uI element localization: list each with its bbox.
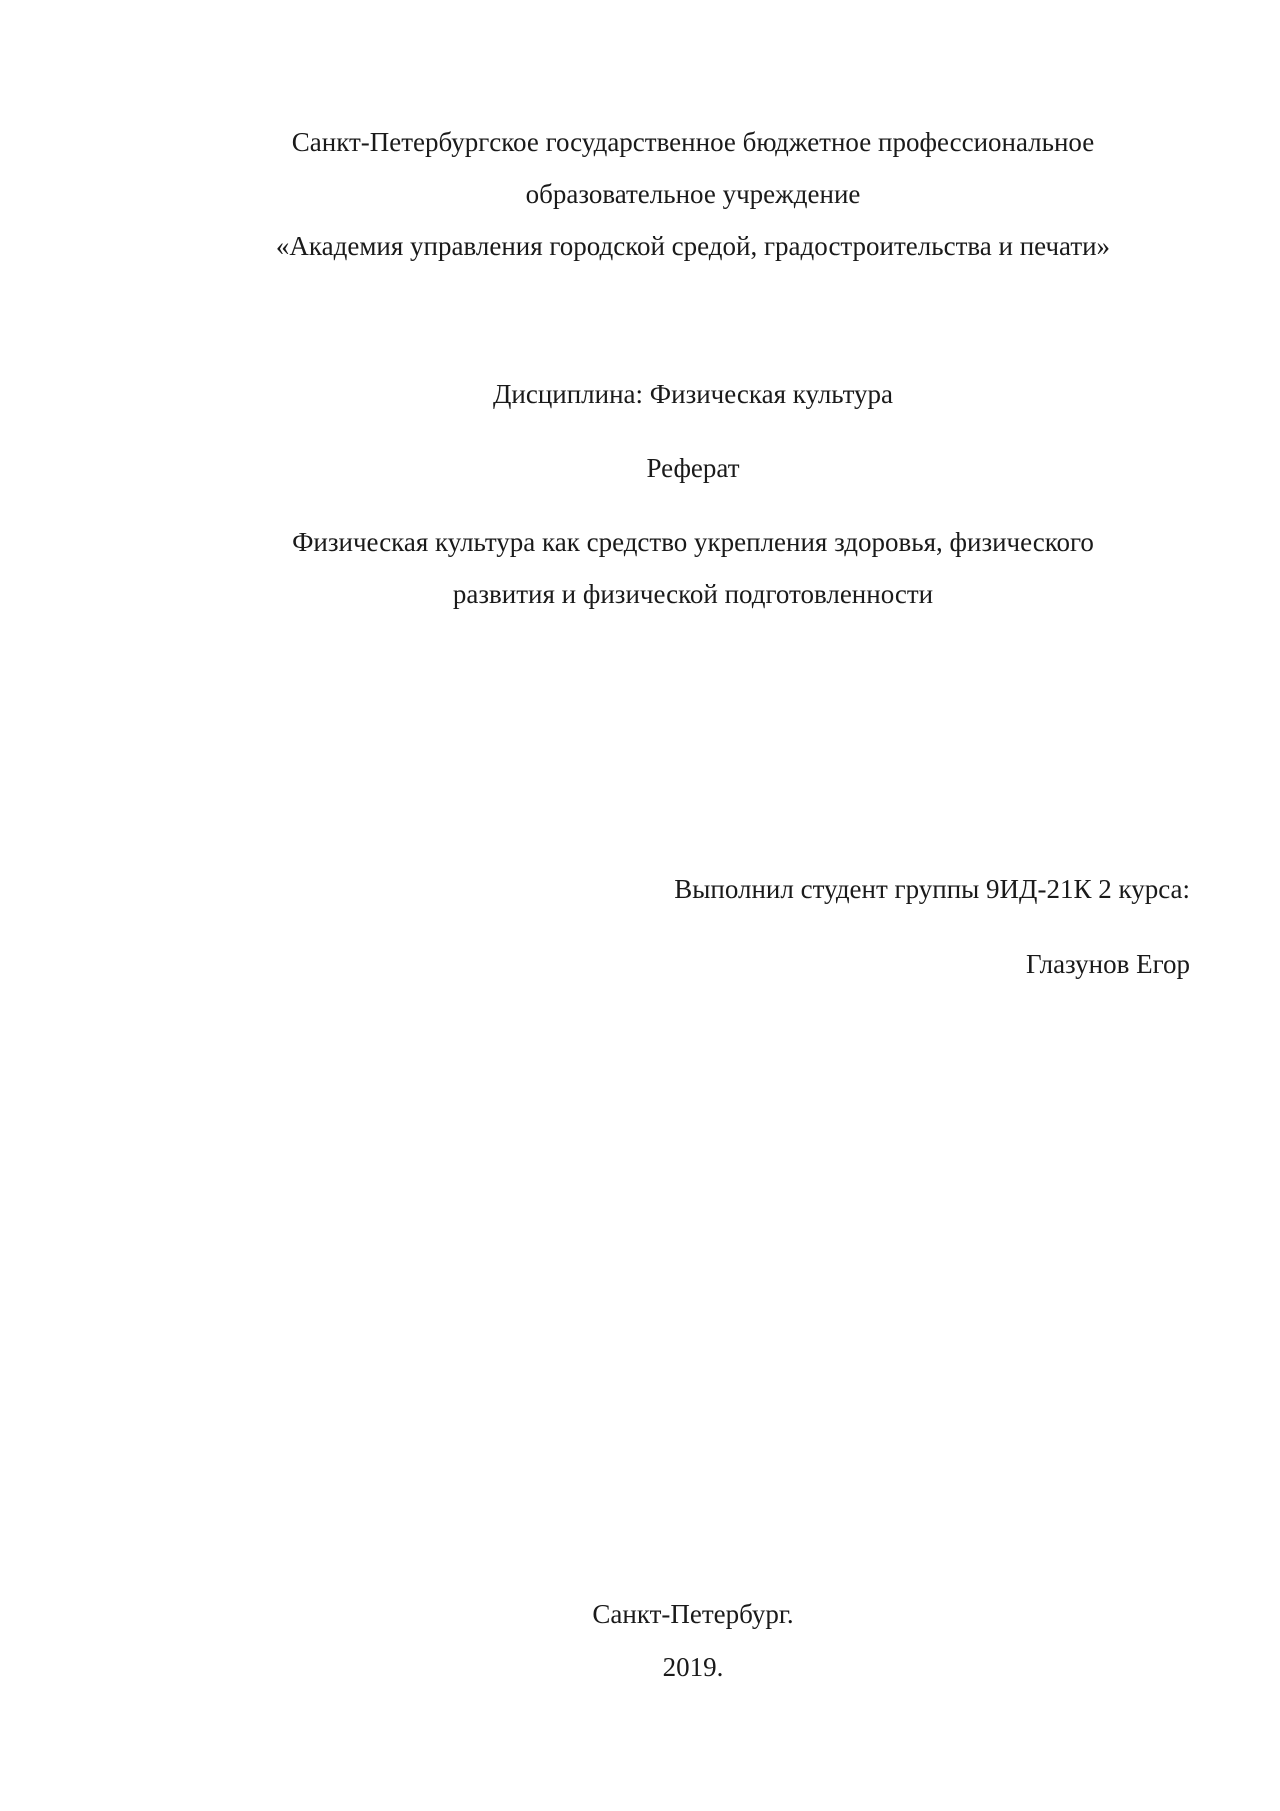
institution-line-3: «Академия управления городской средой, градостроительства и печати» bbox=[275, 231, 1111, 261]
document-type: Реферат bbox=[646, 453, 740, 483]
topic-line-2: развития и физической подготовленности bbox=[452, 579, 934, 609]
discipline-line: Дисциплина: Физическая культура bbox=[492, 379, 894, 409]
institution-line-1: Санкт-Петербургское государственное бюджетное профессиональное bbox=[291, 127, 1095, 157]
topic-line-1: Физическая культура как средство укрепления здоровья, физического bbox=[292, 527, 1094, 557]
city: Санкт-Петербург. bbox=[592, 1599, 794, 1629]
author-label: Выполнил студент группы 9ИД-21К 2 курса: bbox=[674, 874, 1190, 904]
institution-line-2: образовательное учреждение bbox=[525, 179, 861, 209]
year: 2019. bbox=[662, 1652, 724, 1682]
author-name: Глазунов Егор bbox=[1026, 949, 1190, 979]
